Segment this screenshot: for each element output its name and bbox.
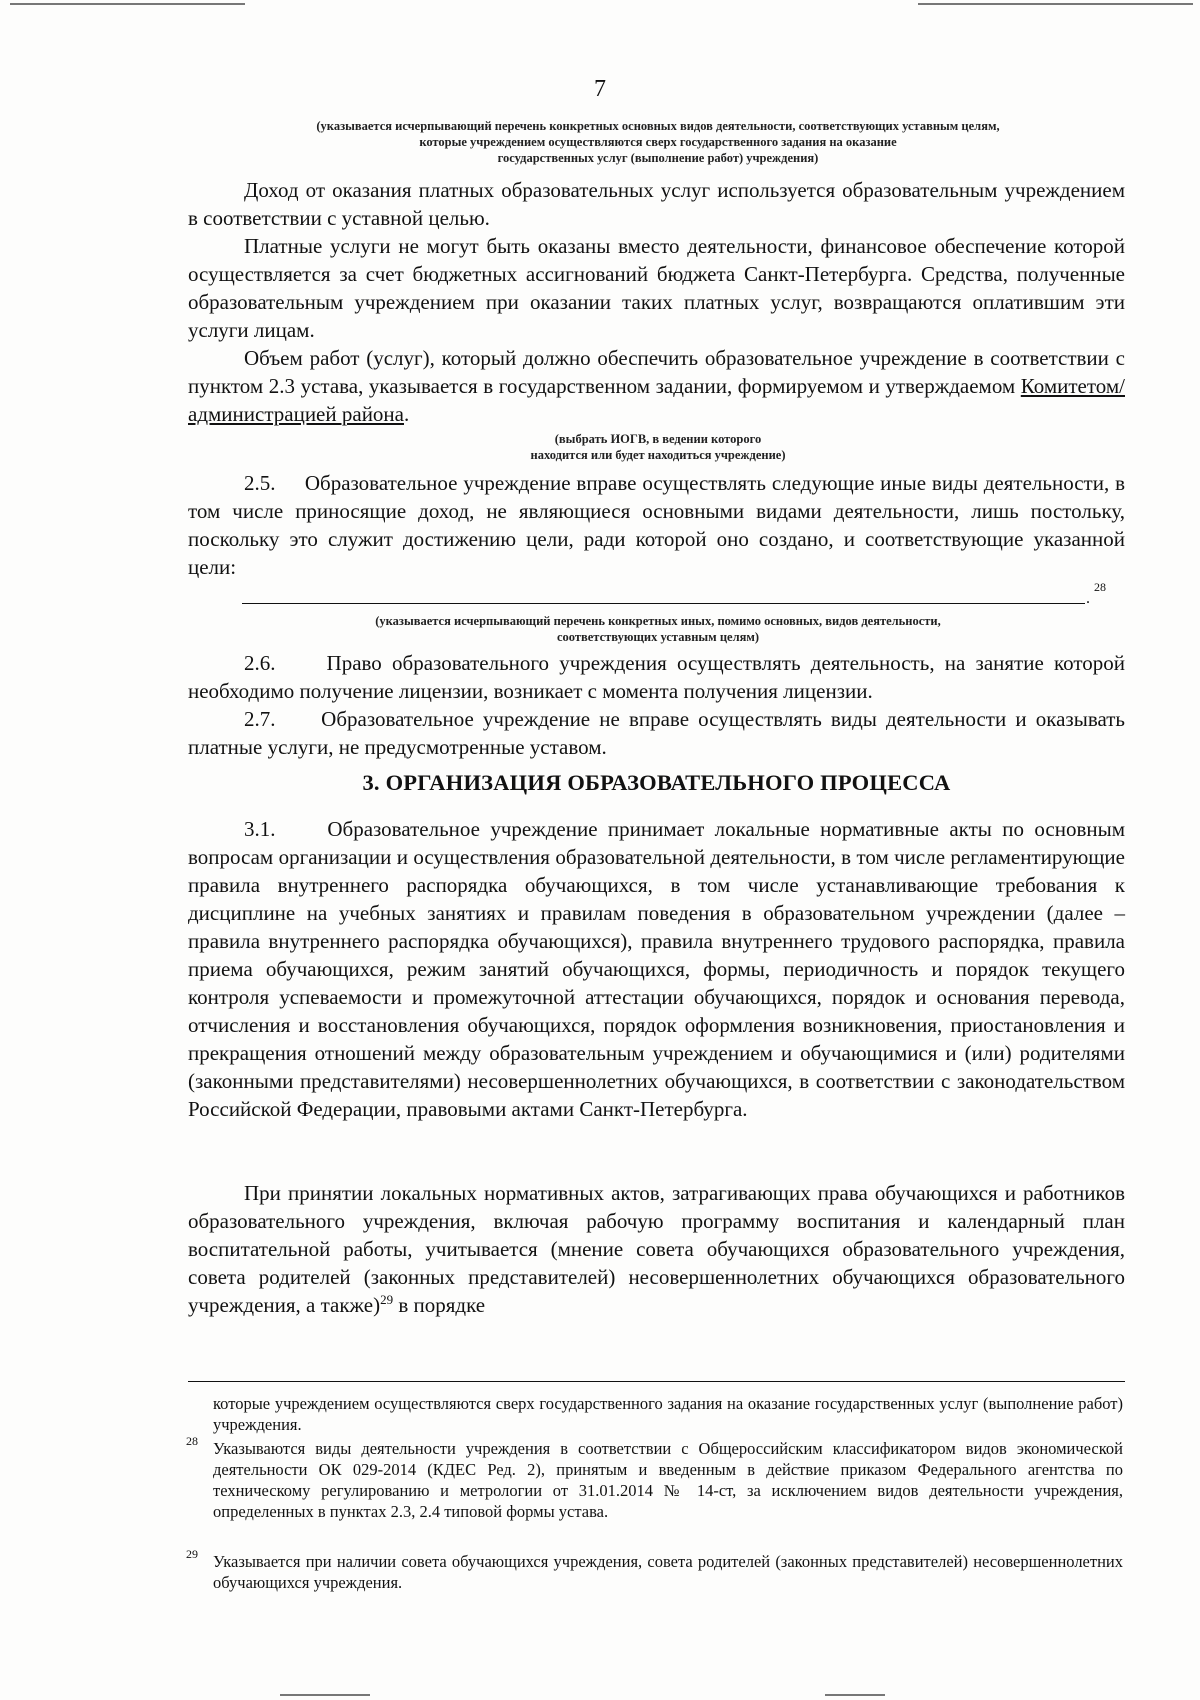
scan-edge-bottom-right [825,1694,885,1696]
note-line: (указывается исчерпывающий перечень конкретных иных, помимо основных, видов деятельности, [375,614,941,628]
paragraph-2-6: 2.6. Право образовательного учреждения осуществлять деятельность, на занятие которой необходимо получение лицензии, возникает с момента получения лицензии. [188,651,1125,703]
clause-number: 3.1. [244,817,276,841]
note-line: соответствующих уставным целям) [556,630,760,644]
note-line: которые учреждением осуществляются сверх государственного задания на оказание [419,135,897,149]
paragraph-work-volume: Объем работ (услуг), который должно обеспечить образовательное учреждение в соответствии с пунктом 2.3 устава, указывается в государственном задании, формируемом и утверждаемом Комитетом/администрацией района. [188,346,1125,426]
scan-edge-top-left [10,3,245,5]
note-line: государственных услуг (выполнение работ) учреждения) [497,151,819,165]
footnote-separator [188,1381,1125,1382]
paragraph-3-1: 3.1. Образовательное учреждение принимает локальные нормативные акты по основным вопросам организации и осуществления образовательной деятельности, в том числе регламентирующие правила внутреннего распорядка обучающихся, в том числе устанавливающие требования к дисциплине на учебных занятиях и правилам поведения в образовательном учреждении (далее – правила внутреннего распорядка обучающихся), правила внутреннего трудового распорядка, правила приема обучающихся, режим занятий обучающихся, формы, периодичность и порядок текущего контроля успеваемости и промежуточной аттестации обучающихся, порядок и основания перевода, отчисления и восстановления обучающихся, порядок оформления возникновения, приостановления и прекращения отношений между образовательным учреждением и обучающимися и (или) родителями (законными представителями) несовершеннолетних обучающихся, в соответствии с законодательством Российской Федерации, правовыми актами Санкт-Петербурга. [188,817,1125,1121]
section-3-heading: 3. ОРГАНИЗАЦИЯ ОБРАЗОВАТЕЛЬНОГО ПРОЦЕССА [362,770,951,795]
scan-edge-top-right [918,3,1193,5]
paragraph-2-5: 2.5. Образовательное учреждение вправе осуществлять следующие иные виды деятельности, в том числе приносящие доход, не являющиеся основными видами деятельности, лишь постольку, поскольку это служит достижению цели, ради которой оно создано, и соответствующие указанной цели: [188,471,1125,579]
fill-in-period: . [1086,590,1090,607]
footnote-29: Указывается при наличии совета обучающихся учреждения, совета родителей (законных представителей) несовершеннолетних обучающихся учреждения. [213,1552,1123,1592]
note-line: находится или будет находиться учреждение) [530,448,786,462]
paragraph-local-acts: При принятии локальных нормативных актов, затрагивающих права обучающихся и работников образовательного учреждения, включая рабочую программу воспитания и календарный план воспитательной работы, учитывается (мнение совета обучающихся образовательного учреждения, совета родителей (законных представителей) несовершеннолетних обучающихся образовательного учреждения, а также)$^{29}$ в порядке [188,1181,1125,1317]
paragraph-2-7: 2.7. Образовательное учреждение не вправе осуществлять виды деятельности и оказывать платные услуги, не предусмотренные уставом. [188,707,1126,759]
note-other-activities [188,613,1128,645]
clause-number: 2.7. [244,707,276,731]
footnote-continuation: которые учреждением осуществляются сверх государственного задания на оказание государственных услуг (выполнение работ) учреждения. [213,1394,1123,1434]
underlined-committee: Комитетом/администрацией района [188,374,1125,426]
footnote-ref-29: 29 [380,1292,394,1307]
note-line: (выбрать ИОГВ, в ведении которого [554,432,762,446]
paragraph-paid-services: Платные услуги не могут быть оказаны вместо деятельности, финансовое обеспечение которой осуществляется за счет бюджетных ассигнований бюджета Санкт-Петербурга. Средства, полученные образовательным учреждением при оказании таких платных услуг, возвращаются оплатившим эти услуги лицам. [188,234,1125,342]
scan-edge-bottom-left [280,1694,370,1696]
footnote-28: Указываются виды деятельности учреждения в соответствии с Общероссийским классификатором видов экономической деятельности ОК 029-2014 (КДЕС Ред. 2), принятым и введенным в действие приказом Федерального агентства по техническому регулированию и метрологии от 31.01.2014 № 14-ст, за исключением видов деятельности учреждения, определенных в пунктах 2.3, 2.4 типовой формы устава. [213,1439,1123,1521]
clause-number: 2.6. [244,651,276,675]
note-select-iogv [188,431,1128,463]
note-line: (указывается исчерпывающий перечень конкретных основных видов деятельности, соответствующих уставным целям, [316,119,1000,133]
clause-number: 2.5. [244,471,276,495]
footnote-ref-28: 28 [1094,580,1106,594]
footnote-number-28: 28 [186,1434,198,1448]
note-main-activities [188,118,1128,166]
paragraph-income: Доход от оказания платных образовательных услуг используется образовательным учреждением в соответствии с уставной целью. [188,178,1125,230]
fill-in-line [242,603,1085,604]
page-number: 7 [594,76,606,102]
footnote-number-29: 29 [186,1547,198,1561]
